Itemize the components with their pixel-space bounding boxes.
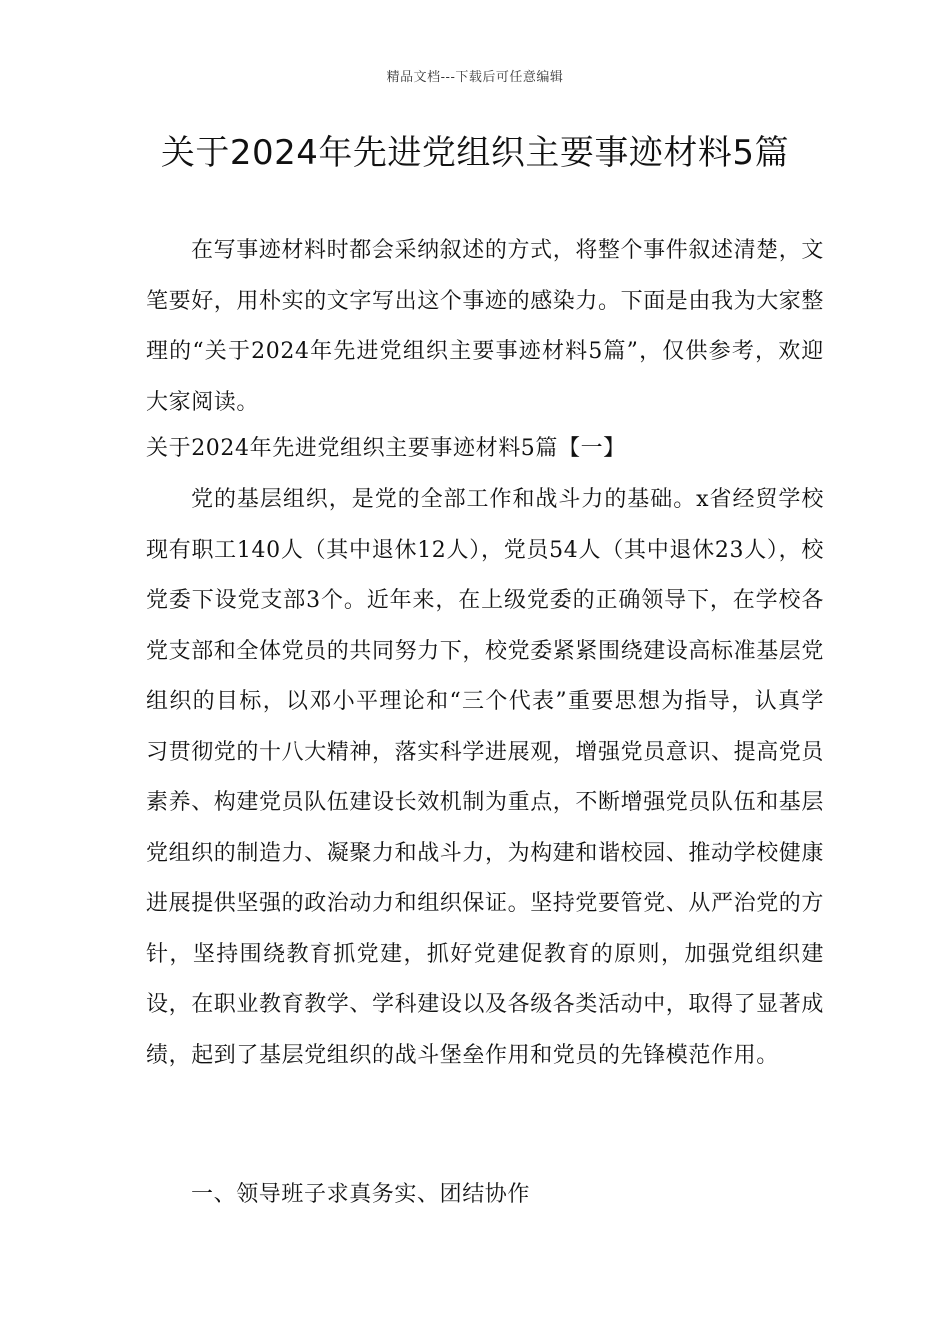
section-heading: 关于2024年先进党组织主要事迹材料5篇【一】 [146,436,626,461]
header-note: 精品文档---下载后可任意编辑 [386,70,564,85]
sub-heading: 一、领导班子求真务实、团结协作 [191,1182,531,1207]
body-paragraph: 党的基层组织，是党的全部工作和战斗力的基础。x省经贸学校现有职工140人（其中退休12人），党员54人（其中退休23人），校党委下设党支部3个。近年来，在上级党委的正确领导下，在学校各党支部和全体党员的共同努力下，校党委紧紧围绕建设高标准基层党组织的目标，以邓小平理论和“三个代表”重要思想为指导，认真学习贯彻党的十八大精神，落实科学进展观，增强党员意识、提高党员素养、构建党员队伍建设长效机制为重点，不断增强党员队伍和基层党组织的制造力、凝聚力和战斗力，为构建和谐校园、推动学校健康进展提供坚强的政治动力和组织保证。坚持党要管党、从严治党的方针，坚持围绕教育抓党建，抓好党建促教育的原则，加强党组织建设，在职业教育教学、学科建设以及各级各类活动中，取得了显著成绩，起到了基层党组织的战斗堡垒作用和党员的先锋模范作用。 [146,487,825,1068]
document-title: 关于2024年先进党组织主要事迹材料5篇 [160,133,790,173]
intro-paragraph: 在写事迹材料时都会采纳叙述的方式，将整个事件叙述清楚，文笔要好，用朴实的文字写出这个事迹的感染力。下面是由我为大家整理的“关于2024年先进党组织主要事迹材料5篇”，仅供参考，欢迎大家阅读。 [146,238,825,415]
